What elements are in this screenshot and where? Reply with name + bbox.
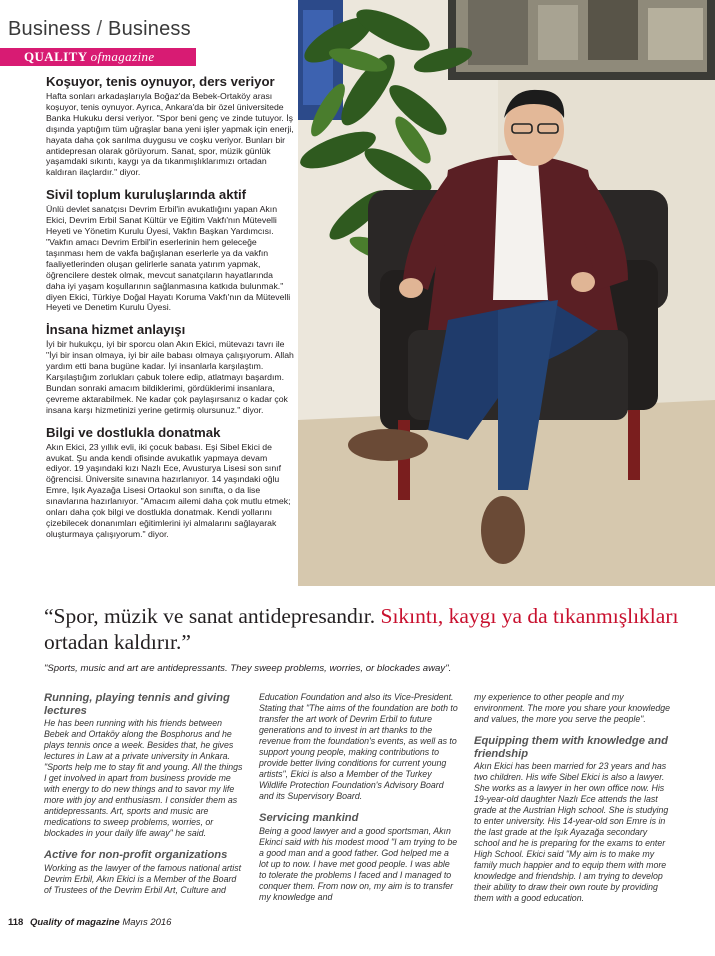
- page-number: 118: [8, 917, 24, 928]
- page-footer: [8, 917, 171, 928]
- section-label-tr: Business: [8, 18, 91, 40]
- tr-heading-3: İnsana hizmet anlayışı: [46, 322, 186, 338]
- quote-part-3: ortadan kaldırır.”: [44, 630, 191, 654]
- en-paragraph-running: He has been running with his friends between Bebek and Ortaköy along the Bosphorus and he plays tennis once a week. Besides that, he gives lectures in Law at a private university in Ankara. "Sports help me to stay fit and young. All the things I get involved in apart from business provide me with energy to do new things and to savor my life more with joy and enthusiasm. I consider them as antidepressants. Art, sports and music are medications to sweep problems, worries, or blockades in your daily life away" he said.: [44, 718, 243, 838]
- english-column-3: [474, 692, 674, 914]
- tr-paragraph-1: Hafta sonları arkadaşlarıyla Boğaz'da Bebek-Ortaköy arası koşuyor, tenis oynuyor. Ayrıca, Ankara'da bir özel üniversitede Banka Hukuku dersi veriyor. "Spor beni genç ve zinde tutuyor. İş dışında yaptığım tüm uğraşlar bana yeni işler yapmak için enerji, hayata daha çok sarılma duygusu ve coşku veriyor. Bunları bir antidepresan olarak görüyorum. Sanat, spor, müzik günlük yaşamdaki sıkıntı, kaygı ya da tıkanmışlıklarımızı ortadan kaldıran ilaçlardır." diyor.: [46, 91, 294, 178]
- en-paragraph-experience: my experience to other people and my environment. The more you share your knowledge and values, the more you serve the people".: [474, 692, 671, 724]
- english-column-1: [44, 692, 244, 906]
- brand-magazine: magazine: [101, 49, 155, 64]
- en-paragraph-equipping: Akın Ekici has been married for 23 years and has two children. His wife Sibel Ekici is also a lawyer. She works as a lawyer in her own office now. His 19-year-old daughter Nazlı Ece attends the last grade at the Austrian High school. She is studying to enter university. His 14-year-old son Emre is in the last grade at the Işık Ayazağa secondary school and he is preparing for the exams to enter High School. Ekici said "My aim is to make my family much happier and to equip them with more knowledge and friendship. I am trying to develop their ability to draw their own route by providing them with a good education.: [474, 761, 669, 903]
- portrait-photo: [298, 0, 715, 586]
- brand-of: of: [90, 49, 102, 64]
- footer-date: Mayıs 2016: [122, 917, 172, 928]
- en-paragraph-servicing: Being a good lawyer and a good sportsman, Akın Ekinci said with his modest mood "I am trying to be a good man and a good father. God helped me a lot up to now. I have met good people. I was able to tolerate the problems I faced and I managed to conquer them. From now on, my aim is to transfer my knowledge and: [259, 825, 458, 902]
- tr-paragraph-2: Ünlü devlet sanatçısı Devrim Erbil'in avukatlığını yapan Akın Ekici, Devrim Erbil Sanat Kültür ve Eğitim Vakfı'nın Mütevelli Heyeti ve Yönetim Kurulu Üyesi, Vakfın Başkan Yardımcısı. "Vakfın amacı Devrim Erbil'in eserlerinin hem geleceğe taşınması hem de vakfa bağışlanan eserlerle ya da vakfın faaliyetlerinden oluşan gelirlerle sanata yatırım yapmak, öğrencilere destek olmak, mevcut sanatçıların hayatlarında daha iyi yaşam koşullarının sağlanmasına katkıda bulunmak." diyen Ekici, Türkiye Doğal Hayatı Koruma Vakfı'nın da Mütevelli Heyeti ve Denetim Kurulu Üyesi.: [46, 204, 291, 313]
- portrait-illustration: [298, 0, 715, 586]
- en-heading-nonprofit: Active for non-profit organizations: [44, 849, 228, 861]
- section-title: [8, 18, 191, 41]
- english-column-2: [259, 692, 459, 913]
- quote-part-1: “Spor, müzik ve sanat antidepresandır.: [44, 604, 381, 628]
- tr-heading-1: Koşuyor, tenis oynuyor, ders veriyor: [46, 74, 275, 89]
- tr-heading-2: Sivil toplum kuruluşlarında aktif: [46, 187, 247, 203]
- pull-quote: [44, 603, 694, 655]
- en-heading-running: Running, playing tennis and giving lectures: [44, 692, 230, 717]
- turkish-article-column: [46, 74, 294, 549]
- quote-accent: Sıkıntı, kaygı ya da tıkanmışlıkları: [380, 604, 679, 628]
- tr-paragraph-4: Akın Ekici, 23 yıllık evli, iki çocuk babası. Eşi Sibel Ekici de avukat. Şu anda kendi ofisinde avukatlık yapmaya devam ediyor. 19 yaşındaki kızı Nazlı Ece, Avusturya Lisesi son sınıf öğrencisi. Üniversite sınavına hazırlanıyor. 14 yaşındaki oğlu Emre, Işık Ayazağa Lisesi Ortaokul son sınıfta, o da lise sınavlarına hazırlanıyor. "Amacım ailemi daha çok mutlu etmek; onları daha çok bilgi ve dostlukla donatmak. Kendi yollarını çizebilecek donanımları eğitimlerini iyi almalarını sağlayarak oluşturmaya çalışıyorum." diyor.: [46, 441, 291, 539]
- pull-quote-english: "Sports, music and art are antidepressants. They sweep problems, worries, or blockades away".: [44, 663, 452, 674]
- section-separator: /: [96, 18, 109, 40]
- footer-magazine: Quality of magazine: [29, 917, 120, 928]
- tr-paragraph-3: İyi bir hukukçu, iyi bir sporcu olan Akın Ekici, mütevazı tavrı ile "İyi bir insan olmaya, iyi bir aile babası olmaya çalışıyorum. Allah yardım etti bana bugüne kadar. İyi insanlarla karşılaştım. Karşılaştığım zorlukları çabuk tolere edip, atlatmayı başardım. Bundan sonraki amacım bildiklerimi, gördüklerimi insanlara, çevreme aktarabilmek. Ne kadar çok paylaşırsanız o kadar çok insana karşı hizmetinizi yerine getirmiş olursunuz." diyor.: [46, 339, 294, 415]
- brand-bar: [0, 48, 196, 66]
- brand-main: QUALITY: [24, 49, 87, 64]
- en-heading-servicing: Servicing mankind: [259, 812, 359, 824]
- section-label-en: Business: [108, 18, 191, 40]
- en-paragraph-nonprofit: Working as the lawyer of the famous national artist Devrim Erbil, Akın Ekici is a Member of the Board of Trustees of the Devrim Erbil Art, Culture and: [44, 862, 242, 895]
- en-paragraph-foundation: Education Foundation and also its Vice-President. Stating that "The aims of the foundation are both to transfer the art work of Devrim Erbil to future generations and to invest in art thanks to the revenue from the foundation's events, as well as to support young people, making contributions to provide better living conditions for current young artists", Ekici is also a Member of the Turkey Wildlife Protection Foundation's Advisory Board and its Supervisory Board.: [259, 692, 458, 801]
- tr-heading-4: Bilgi ve dostlukla donatmak: [46, 424, 221, 440]
- en-heading-equipping: Equipping them with knowledge and friendship: [474, 735, 668, 760]
